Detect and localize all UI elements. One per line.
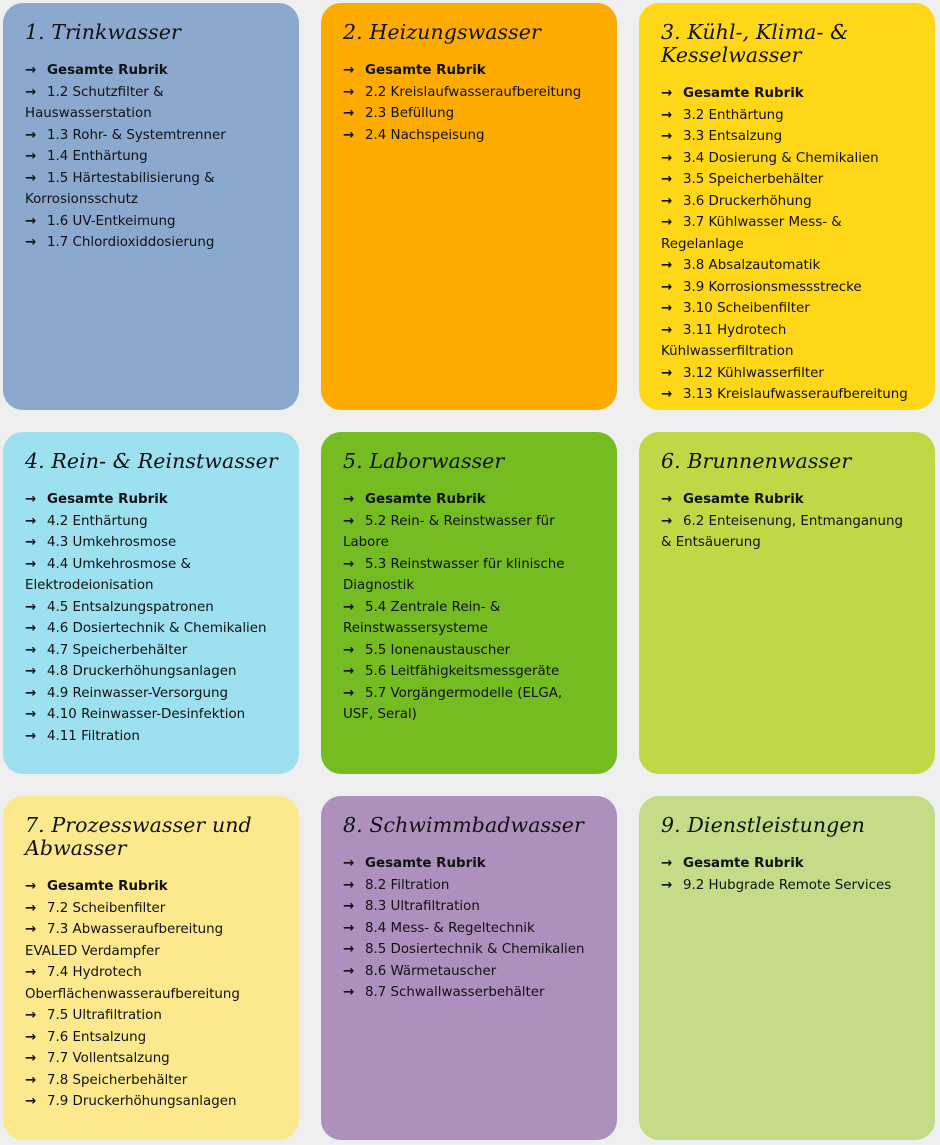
arrow-right-icon: → (661, 365, 673, 381)
category-link-label: 8.2 Filtration (365, 877, 450, 893)
category-card-5 (321, 432, 617, 774)
category-link[interactable] (343, 597, 595, 640)
category-link[interactable] (25, 919, 279, 962)
category-card-9 (639, 796, 935, 1140)
category-link[interactable] (661, 212, 913, 255)
category-link[interactable] (25, 1005, 279, 1027)
category-title[interactable]: 7. Prozesswasser und Abwasser (25, 813, 252, 860)
category-link[interactable] (661, 320, 913, 363)
arrow-right-icon: → (661, 258, 673, 273)
category-link-label: 5.5 Ionenaustauscher (365, 642, 511, 658)
category-link[interactable] (661, 148, 913, 170)
category-link[interactable] (25, 683, 277, 705)
category-link-label: 4.9 Reinwasser-Versorgung (47, 685, 229, 701)
category-link[interactable] (343, 82, 595, 104)
link-all-category[interactable] (661, 853, 913, 875)
category-title[interactable]: 5. Laborwasser (343, 449, 505, 473)
category-link-list (661, 489, 913, 554)
arrow-right-icon: → (343, 942, 355, 957)
category-link[interactable] (661, 255, 913, 277)
category-link-label: 4.7 Speicherbehälter (47, 642, 188, 658)
arrow-right-icon: → (25, 599, 37, 615)
category-link-list (661, 853, 913, 896)
arrow-right-icon: → (25, 922, 37, 937)
link-all-category[interactable] (25, 876, 279, 898)
category-link[interactable] (343, 982, 595, 1004)
arrow-right-icon: → (661, 513, 673, 529)
category-card-6 (639, 432, 935, 774)
category-link[interactable] (343, 939, 595, 961)
arrow-right-icon: → (25, 1051, 37, 1066)
category-link[interactable] (343, 683, 595, 726)
category-link[interactable] (661, 875, 913, 897)
arrow-right-icon: → (661, 301, 673, 316)
category-card-1 (3, 3, 299, 410)
category-link-label: 4.6 Dosiertechnik & Chemikalien (47, 621, 267, 636)
category-link-label: 1.2 Schutzfilter & Hauswasserstation (25, 84, 164, 121)
category-link-label: Gesamte Rubrik (683, 86, 804, 101)
arrow-right-icon: → (661, 387, 673, 402)
category-link[interactable] (25, 1027, 279, 1049)
category-title[interactable]: 9. Dienstleistungen (661, 813, 865, 837)
category-link-label: 4.10 Reinwasser-Desinfektion (47, 707, 246, 722)
category-link[interactable] (25, 1091, 279, 1113)
arrow-right-icon: → (343, 920, 355, 936)
arrow-right-icon: → (661, 129, 673, 144)
arrow-right-icon: → (25, 492, 37, 507)
category-link[interactable] (25, 640, 277, 662)
category-title[interactable]: 2. Heizungswasser (343, 20, 541, 44)
arrow-right-icon: → (661, 215, 673, 230)
category-link-label: Gesamte Rubrik (365, 492, 486, 507)
arrow-right-icon: → (343, 856, 355, 871)
category-link[interactable] (25, 597, 277, 619)
category-link-label: 7.8 Speicherbehälter (47, 1072, 188, 1088)
arrow-right-icon: → (661, 279, 673, 295)
arrow-right-icon: → (25, 707, 37, 722)
arrow-right-icon: → (343, 556, 355, 572)
category-link[interactable] (25, 125, 277, 147)
category-link-label: 8.5 Dosiertechnik & Chemikalien (365, 942, 585, 957)
category-link-label: 3.12 Kühlwasserfilter (683, 365, 824, 381)
category-link-label: 5.2 Rein- & Reinstwasser für Labore (343, 513, 555, 550)
arrow-right-icon: → (25, 84, 37, 100)
arrow-right-icon: → (25, 965, 37, 980)
category-link[interactable] (25, 898, 279, 920)
link-all-category[interactable] (661, 489, 913, 511)
category-link-list (343, 489, 595, 726)
category-link-label: 2.3 Befüllung (365, 106, 455, 121)
category-link-label: 7.7 Vollentsalzung (47, 1051, 170, 1066)
category-link[interactable] (25, 168, 277, 211)
arrow-right-icon: → (25, 1029, 37, 1045)
arrow-right-icon: → (343, 963, 355, 979)
arrow-right-icon: → (25, 1072, 37, 1088)
category-link-label: 7.4 Hydrotech Oberflächenwasseraufbereitung (25, 965, 240, 1002)
link-all-category[interactable] (343, 489, 595, 511)
arrow-right-icon: → (661, 107, 673, 123)
category-link-label: 4.8 Druckerhöhungsanlagen (47, 664, 237, 679)
arrow-right-icon: → (343, 985, 355, 1000)
category-link-label: Gesamte Rubrik (47, 879, 168, 894)
category-link[interactable] (25, 82, 277, 125)
category-link[interactable] (343, 896, 595, 918)
arrow-right-icon: → (343, 513, 355, 529)
category-link-label: 3.11 Hydrotech Kühlwasserfiltration (661, 322, 794, 359)
category-link-label: 5.6 Leitfähigkeitsmessgeräte (365, 664, 560, 679)
category-card-2 (321, 3, 617, 410)
arrow-right-icon: → (25, 900, 37, 916)
category-link[interactable] (25, 618, 277, 640)
category-link-list (343, 60, 595, 146)
arrow-right-icon: → (661, 86, 673, 101)
category-link[interactable] (25, 704, 277, 726)
category-title[interactable]: 8. Schwimmbadwasser (343, 813, 584, 837)
category-link-label: 1.4 Enthärtung (47, 149, 148, 164)
arrow-right-icon: → (25, 127, 37, 143)
category-link[interactable] (343, 640, 595, 662)
arrow-right-icon: → (343, 899, 355, 914)
arrow-right-icon: → (25, 63, 37, 78)
category-link-label: 7.2 Scheibenfilter (47, 900, 166, 916)
category-link-label: 3.4 Dosierung & Chemikalien (683, 150, 879, 166)
category-link-label: 8.3 Ultrafiltration (365, 899, 480, 914)
arrow-right-icon: → (25, 235, 37, 250)
category-link-label: 3.10 Scheibenfilter (683, 301, 810, 316)
category-card-8 (321, 796, 617, 1140)
category-link[interactable] (25, 232, 277, 254)
category-link-label: 5.7 Vorgängermodelle (ELGA, USF, Seral) (343, 685, 563, 722)
category-title[interactable]: 3. Kühl-, Klima- & Kesselwasser (661, 20, 849, 67)
arrow-right-icon: → (343, 106, 355, 121)
category-link-label: 7.3 Abwasseraufbereitung EVALED Verdampfer (25, 922, 224, 959)
category-link[interactable] (343, 875, 595, 897)
arrow-right-icon: → (343, 599, 355, 615)
arrow-right-icon: → (25, 213, 37, 229)
arrow-right-icon: → (343, 664, 355, 679)
category-link[interactable] (661, 511, 913, 554)
arrow-right-icon: → (661, 877, 673, 893)
category-link-label: 2.2 Kreislaufwasseraufbereitung (365, 84, 582, 100)
category-link[interactable] (25, 726, 277, 748)
category-link-label: 5.3 Reinstwasser für klinische Diagnostik (343, 556, 565, 593)
category-link-label: Gesamte Rubrik (365, 856, 486, 871)
category-link-label: Gesamte Rubrik (47, 492, 168, 507)
arrow-right-icon: → (343, 63, 355, 78)
category-link[interactable] (661, 105, 913, 127)
arrow-right-icon: → (343, 877, 355, 893)
category-link-label: Gesamte Rubrik (47, 63, 168, 78)
arrow-right-icon: → (25, 621, 37, 636)
arrow-right-icon: → (661, 322, 673, 338)
arrow-right-icon: → (25, 535, 37, 550)
category-link-label: 3.3 Entsalzung (683, 129, 783, 144)
category-link-list (25, 60, 277, 254)
link-all-category[interactable] (343, 60, 595, 82)
arrow-right-icon: → (25, 642, 37, 658)
category-link[interactable] (343, 918, 595, 940)
arrow-right-icon: → (343, 492, 355, 507)
arrow-right-icon: → (25, 879, 37, 894)
category-link[interactable] (25, 962, 279, 1005)
category-link-label: 3.2 Enthärtung (683, 107, 784, 123)
category-link-label: 5.4 Zentrale Rein- & Reinstwassersysteme (343, 599, 501, 636)
category-link[interactable] (343, 554, 595, 597)
category-link-label: 7.5 Ultrafiltration (47, 1008, 162, 1023)
category-link-label: 9.2 Hubgrade Remote Services (683, 877, 892, 893)
category-link-label: 4.5 Entsalzungspatronen (47, 599, 214, 615)
arrow-right-icon: → (25, 685, 37, 701)
category-link[interactable] (343, 511, 595, 554)
category-link[interactable] (25, 532, 277, 554)
arrow-right-icon: → (661, 856, 673, 871)
arrow-right-icon: → (25, 1008, 37, 1023)
arrow-right-icon: → (25, 556, 37, 572)
arrow-right-icon: → (25, 149, 37, 164)
category-link-label: 3.6 Druckerhöhung (683, 193, 812, 209)
link-all-category[interactable] (25, 60, 277, 82)
link-all-category[interactable] (25, 489, 277, 511)
category-link[interactable] (661, 191, 913, 213)
category-link[interactable] (25, 1070, 279, 1092)
category-title[interactable]: 1. Trinkwasser (25, 20, 181, 44)
category-link[interactable] (661, 277, 913, 299)
arrow-right-icon: → (343, 685, 355, 701)
category-link-label: Gesamte Rubrik (683, 856, 804, 871)
link-all-category[interactable] (343, 853, 595, 875)
link-all-category[interactable] (661, 83, 913, 105)
arrow-right-icon: → (661, 193, 673, 209)
category-link[interactable] (661, 384, 913, 406)
category-link-label: 1.6 UV-Entkeimung (47, 213, 176, 229)
category-link[interactable] (25, 211, 277, 233)
category-link-label: 3.5 Speicherbehälter (683, 172, 824, 187)
category-link[interactable] (661, 169, 913, 191)
arrow-right-icon: → (343, 127, 355, 143)
category-title[interactable]: 6. Brunnenwasser (661, 449, 852, 473)
category-link-label: 1.3 Rohr- & Systemtrenner (47, 127, 226, 143)
category-link[interactable] (661, 126, 913, 148)
category-link-label: 3.8 Absalzautomatik (683, 258, 821, 273)
arrow-right-icon: → (25, 664, 37, 679)
arrow-right-icon: → (661, 172, 673, 187)
category-link-label: 1.5 Härtestabilisierung & Korrosionsschutz (25, 170, 215, 207)
category-link-label: Gesamte Rubrik (683, 492, 804, 507)
category-card-7 (3, 796, 299, 1140)
category-link-label: 8.4 Mess- & Regeltechnik (365, 920, 535, 936)
arrow-right-icon: → (25, 513, 37, 529)
category-link[interactable] (661, 298, 913, 320)
category-link[interactable] (661, 363, 913, 385)
arrow-right-icon: → (661, 150, 673, 166)
category-link[interactable] (25, 661, 277, 683)
category-link[interactable] (343, 103, 595, 125)
category-link-label: 4.4 Umkehrosmose & Elektrodeionisation (25, 556, 191, 593)
category-link-list (661, 83, 913, 406)
category-link[interactable] (25, 1048, 279, 1070)
category-link-label: 6.2 Enteisenung, Entmanganung & Entsäuerung (661, 513, 903, 550)
category-card-3 (639, 3, 935, 410)
category-title[interactable]: 4. Rein- & Reinstwasser (25, 449, 278, 473)
category-link-label: 3.9 Korrosionsmessstrecke (683, 279, 862, 295)
category-link[interactable] (343, 125, 595, 147)
category-link-label: 1.7 Chlordioxiddosierung (47, 235, 215, 250)
category-link-label: 8.6 Wärmetauscher (365, 963, 497, 979)
category-link[interactable] (343, 961, 595, 983)
category-link[interactable] (25, 554, 277, 597)
arrow-right-icon: → (25, 1094, 37, 1109)
arrow-right-icon: → (25, 170, 37, 186)
arrow-right-icon: → (343, 84, 355, 100)
arrow-right-icon: → (343, 642, 355, 658)
category-link[interactable] (343, 661, 595, 683)
arrow-right-icon: → (25, 728, 37, 744)
category-link[interactable] (25, 146, 277, 168)
category-link[interactable] (25, 511, 277, 533)
category-link-label: 2.4 Nachspeisung (365, 127, 485, 143)
arrow-right-icon: → (661, 492, 673, 507)
category-link-label: 4.11 Filtration (47, 728, 140, 744)
category-link-label: 4.3 Umkehrosmose (47, 535, 177, 550)
category-link-list (25, 489, 277, 747)
category-link-label: 3.7 Kühlwasser Mess- & Regelanlage (661, 215, 842, 252)
category-link-list (25, 876, 279, 1113)
category-link-label: 3.13 Kreislaufwasseraufbereitung (683, 387, 908, 402)
category-link-label: 8.7 Schwallwasserbehälter (365, 985, 545, 1000)
category-link-label: Gesamte Rubrik (365, 63, 486, 78)
category-link-label: 4.2 Enthärtung (47, 513, 148, 529)
category-link-label: 7.9 Druckerhöhungsanlagen (47, 1094, 237, 1109)
category-link-label: 7.6 Entsalzung (47, 1029, 147, 1045)
category-card-4 (3, 432, 299, 774)
category-link-list (343, 853, 595, 1004)
